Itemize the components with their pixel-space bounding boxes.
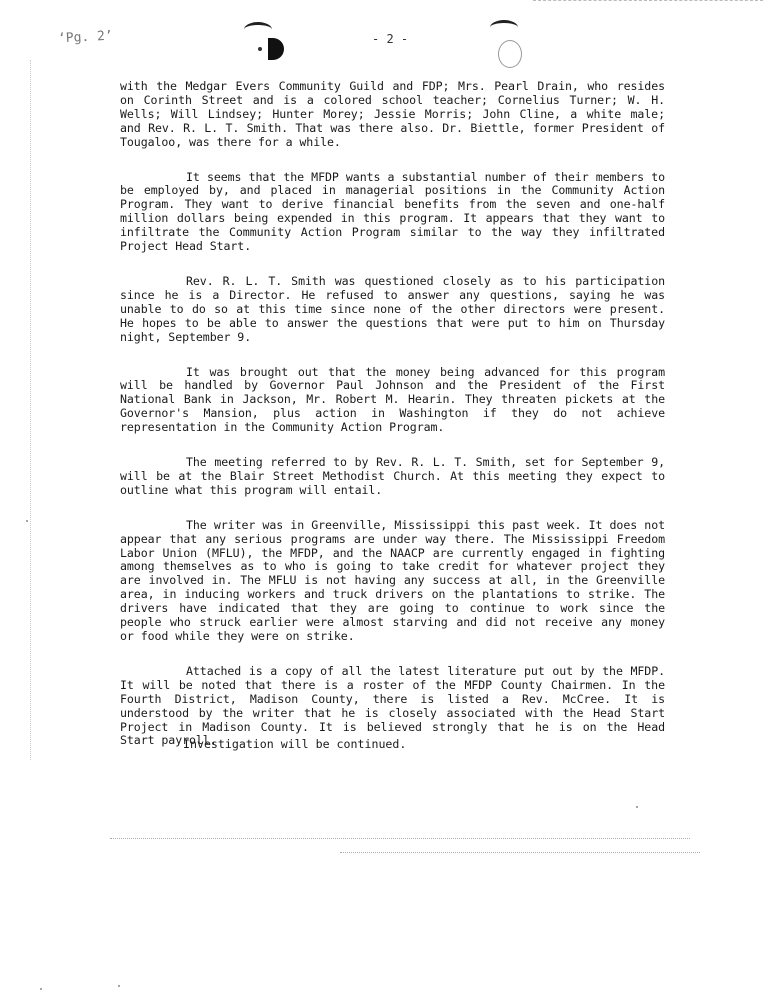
document-body: [120, 80, 665, 769]
punch-dot: [258, 47, 262, 51]
paragraph: It seems that the MFDP wants a substantial number of their members to be employed by, and placed in managerial positions in the Community Action Program. They want to derive financial benefits from the seven and one-half million dollars being expended in this program. It appears that they want to infiltrate the Community Action Program similar to the way they infiltrated Project Head Start.: [120, 169, 665, 254]
punch-hole-mark: [490, 20, 518, 35]
punch-hole-mark: [244, 22, 272, 37]
scan-line: [110, 838, 690, 839]
page-edge-mark: [533, 0, 763, 1]
handwritten-page-mark: ‘Pg. 2’: [57, 28, 114, 47]
closing-line: Investigation will be continued.: [183, 737, 407, 751]
paragraph: Attached is a copy of all the latest literature put out by the MFDP. It will be noted that there is a roster of the MFDP County Chairmen. In the Fourth District, Madison County, there is listed a Rev. McCree. It is understood by the writer that he is closely associated with the Head Start Project in Madison County. It is believed strongly that he is on the Head Start payroll.: [120, 663, 665, 748]
paragraph: The meeting referred to by Rev. R. L. T. Smith, set for September 9, will be at the Blair Street Methodist Church. At this meeting they expect to outline what this program will entail.: [120, 455, 665, 497]
paragraph: with the Medgar Evers Community Guild and FDP; Mrs. Pearl Drain, who resides on Corinth Street and is a colored school teacher; Cornelius Turner; W. H. Wells; Will Lindsey; Hunter Morey; Jessie Morris; John Cline, a white male; and Rev. R. L. T. Smith. That was there also. Dr. Biettle, former President of Tougaloo, was there for a while.: [120, 79, 665, 149]
paragraph: It was brought out that the money being advanced for this program will be handled by Governor Paul Johnson and the President of the First National Bank in Jackson, Mr. Robert M. Hearin. They threaten pickets at the Governor's Mansion, plus action in Washington if they do not achieve representation in the Community Action Program.: [120, 364, 665, 435]
margin-artifact: [30, 60, 31, 760]
paragraph: The writer was in Greenville, Mississippi this past week. It does not appear that any serious programs are under way there. The Mississippi Freedom Labor Union (MFLU), the MFDP, and the NAACP are currently engaged in fighting among themselves as to who is going to take credit for whatever project they are involved in. The MFLU is not having any success at all, in the Greenville area, in inducing workers and truck drivers on the plantations to strike. The drivers have indicated that they are going to continue to work since the people who struck earlier were almost starving and did not receive any money or food while they were on strike.: [120, 517, 665, 643]
scan-speck: [636, 806, 638, 808]
circle-mark: [498, 40, 522, 68]
scan-speck: [26, 520, 28, 522]
scan-line: [340, 852, 700, 853]
paragraph: Rev. R. L. T. Smith was questioned closely as to his participation since he is a Director. He refused to answer any questions, saying he was unable to do so at this time since none of the other directors were present. He hopes to be able to answer the questions that were put to him on Thursday night, September 9.: [120, 273, 665, 344]
punch-hole: [268, 38, 284, 60]
page-number: - 2 -: [372, 32, 409, 46]
scan-speck: [118, 985, 120, 987]
